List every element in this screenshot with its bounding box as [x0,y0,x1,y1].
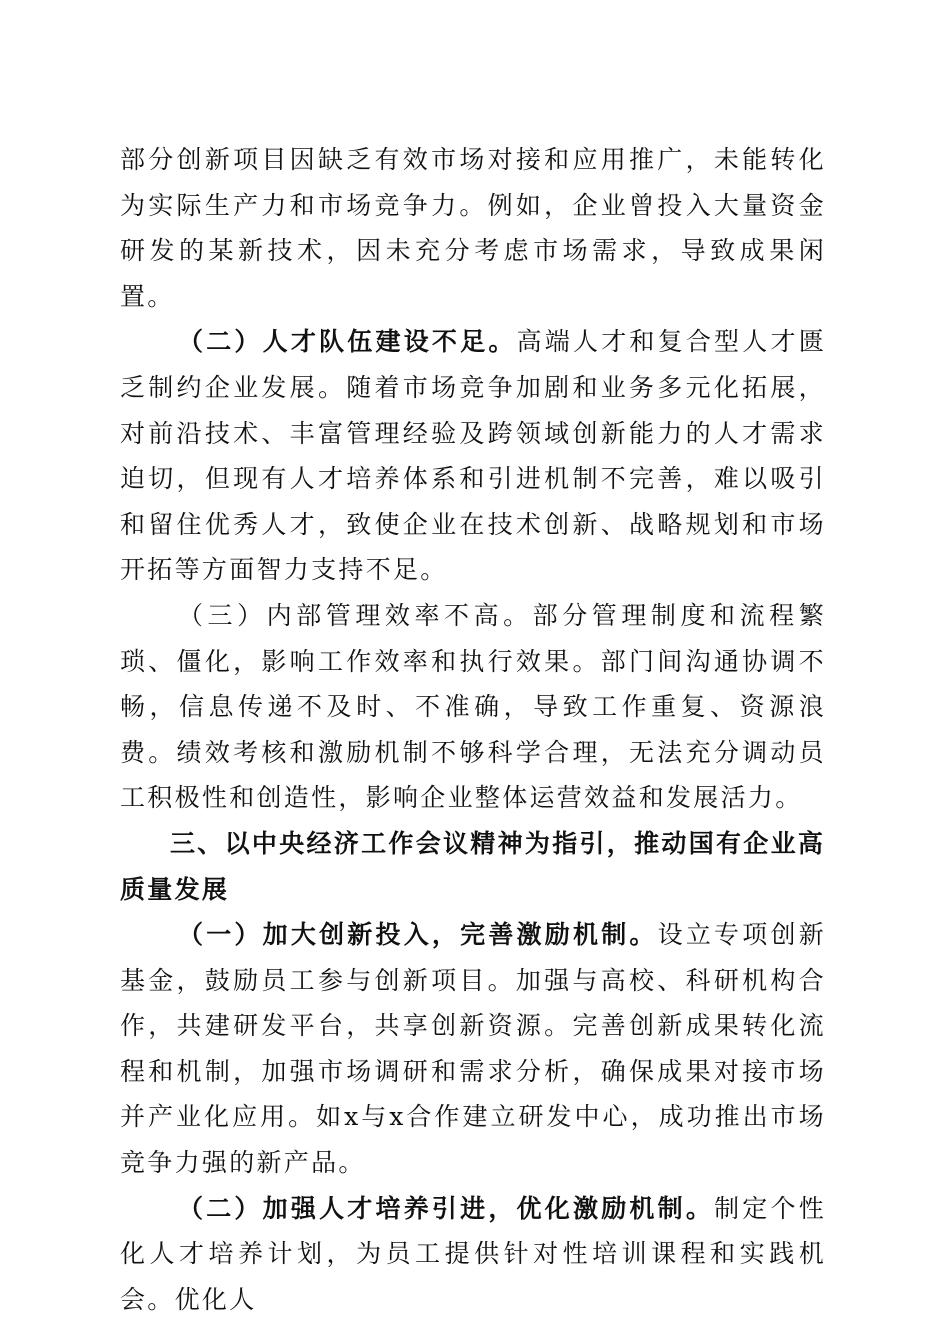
paragraph-continuation [120,137,826,319]
paragraph-talent-shortage [120,319,826,593]
paragraph-text: 高端人才和复合型人才匮乏制约企业发展。随着市场竞争加剧和业务多元化拓展，对前沿技术、丰富管理经验及跨领域创新能力的人才需求迫切，但现有人才培养体系和引进机制不完善，难以吸引和留住优秀人才，致使企业在技术创新、战略规划和市场开拓等方面智力支持不足。 [120,327,826,585]
paragraph-lead: （一）加大创新投入，完善激励机制。 [178,920,658,950]
paragraph-text: （三）内部管理效率不高。部分管理制度和流程繁琐、僵化，影响工作效率和执行效果。部门间沟通协调不畅，信息传递不及时、不准确，导致工作重复、资源浪费。绩效考核和激励机制不够科学合理，无法充分调动员工积极性和创造性，影响企业整体运营效益和发展活力。 [120,600,826,813]
paragraph-text: 部分创新项目因缺乏有效市场对接和应用推广，未能转化为实际生产力和市场竞争力。例如，企业曾投入大量资金研发的某新技术，因未充分考虑市场需求，导致成果闲置。 [120,145,826,311]
paragraph-talent-training [120,1186,826,1323]
paragraph-text: 设立专项创新基金，鼓励员工参与创新项目。加强与高校、科研机构合作，共建研发平台，共享创新资源。完善创新成果转化流程和机制，加强市场调研和需求分析，确保成果对接市场并产业化应用。如x与x合作建立研发中心，成功推出市场竞争力强的新产品。 [120,920,826,1178]
section-heading: 三、以中央经济工作会议精神为指引，推动国有企业高质量发展 [120,828,826,904]
paragraph-innovation-investment [120,912,826,1186]
paragraph-lead: （二）加强人才培养引进，优化激励机制。 [178,1193,715,1223]
document-body [120,137,826,1322]
paragraph-text: 制定个性化人才培养计划，为员工提供针对性培训课程和实践机会。优化人 [120,1193,827,1314]
paragraph-lead: （二）人才队伍建设不足。 [178,327,517,357]
paragraph-management-efficiency [120,593,826,821]
